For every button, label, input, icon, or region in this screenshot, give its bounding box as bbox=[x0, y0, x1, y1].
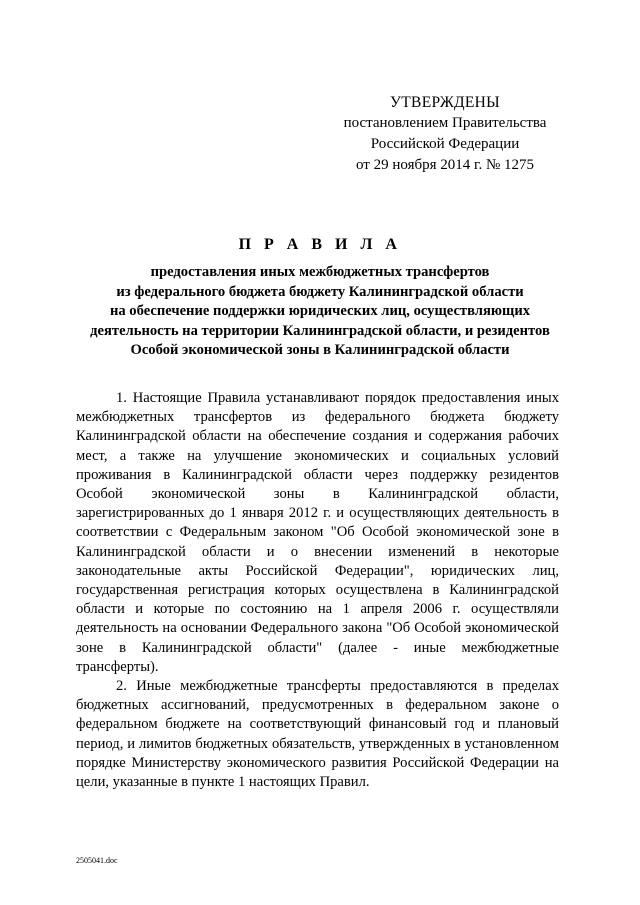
approval-stamp bbox=[330, 92, 560, 176]
approval-line-1: постановлением Правительства bbox=[343, 115, 547, 131]
paragraph-2: 2. Иные межбюджетные трансферты предоставляются в пределах бюджетных ассигнований, предусмотренных в федеральном законе о федеральном бюджете на соответствующий финансовый год и плановый период, и лимитов бюджетных обязательств, утвержденных в установленном порядке Министерству экономического развития Российской Федерации на цели, указанные в пункте 1 настоящих Правил. bbox=[76, 678, 559, 791]
subtitle-line: на обеспечение поддержки юридических лиц, осуществляющих bbox=[109, 303, 531, 319]
document-subtitle bbox=[60, 263, 580, 361]
approval-line-2: Российской Федерации bbox=[370, 136, 520, 152]
subtitle-line: Особой экономической зоны в Калининградской области bbox=[130, 342, 510, 358]
subtitle-line: деятельность на территории Калининградской области, и резидентов bbox=[90, 322, 550, 339]
document-title: П Р А В И Л А bbox=[238, 236, 402, 253]
subtitle-line: из федерального бюджета бюджету Калининградской области bbox=[116, 283, 524, 300]
approval-line-3: от 29 ноября 2014 г. № 1275 bbox=[355, 157, 535, 173]
footer-doc-code: 2505041.doc bbox=[76, 856, 118, 865]
subtitle-line: предоставления иных межбюджетных трансфертов bbox=[150, 264, 490, 280]
document-body bbox=[76, 389, 559, 792]
paragraph-1: 1. Настоящие Правила устанавливают порядок предоставления иных межбюджетных трансфертов из федерального бюджета бюджету Калининградской области на обеспечение создания и содержания рабочих мест, а также на улучшение экономических и социальных условий проживания в Калининградской области через поддержку резидентов Особой экономической зоны в Калининградской области, зарегистрированных до 1 января 2012 г. и осуществляющих деятельность в соответствии с Федеральным законом "Об Особой экономической зоне в Калининградской области и о внесении изменений в некоторые законодательные акты Российской Федерации", юридических лиц, государственная регистрация которых осуществлена в Калининградской области и которые по состоянию на 1 апреля 2006 г. осуществляли деятельность на основании Федерального закона "Об Особой экономической зоне в Калининградской области" (далее - иные межбюджетные трансферты). bbox=[76, 390, 559, 675]
approved-label: УТВЕРЖДЕНЫ bbox=[390, 94, 500, 111]
